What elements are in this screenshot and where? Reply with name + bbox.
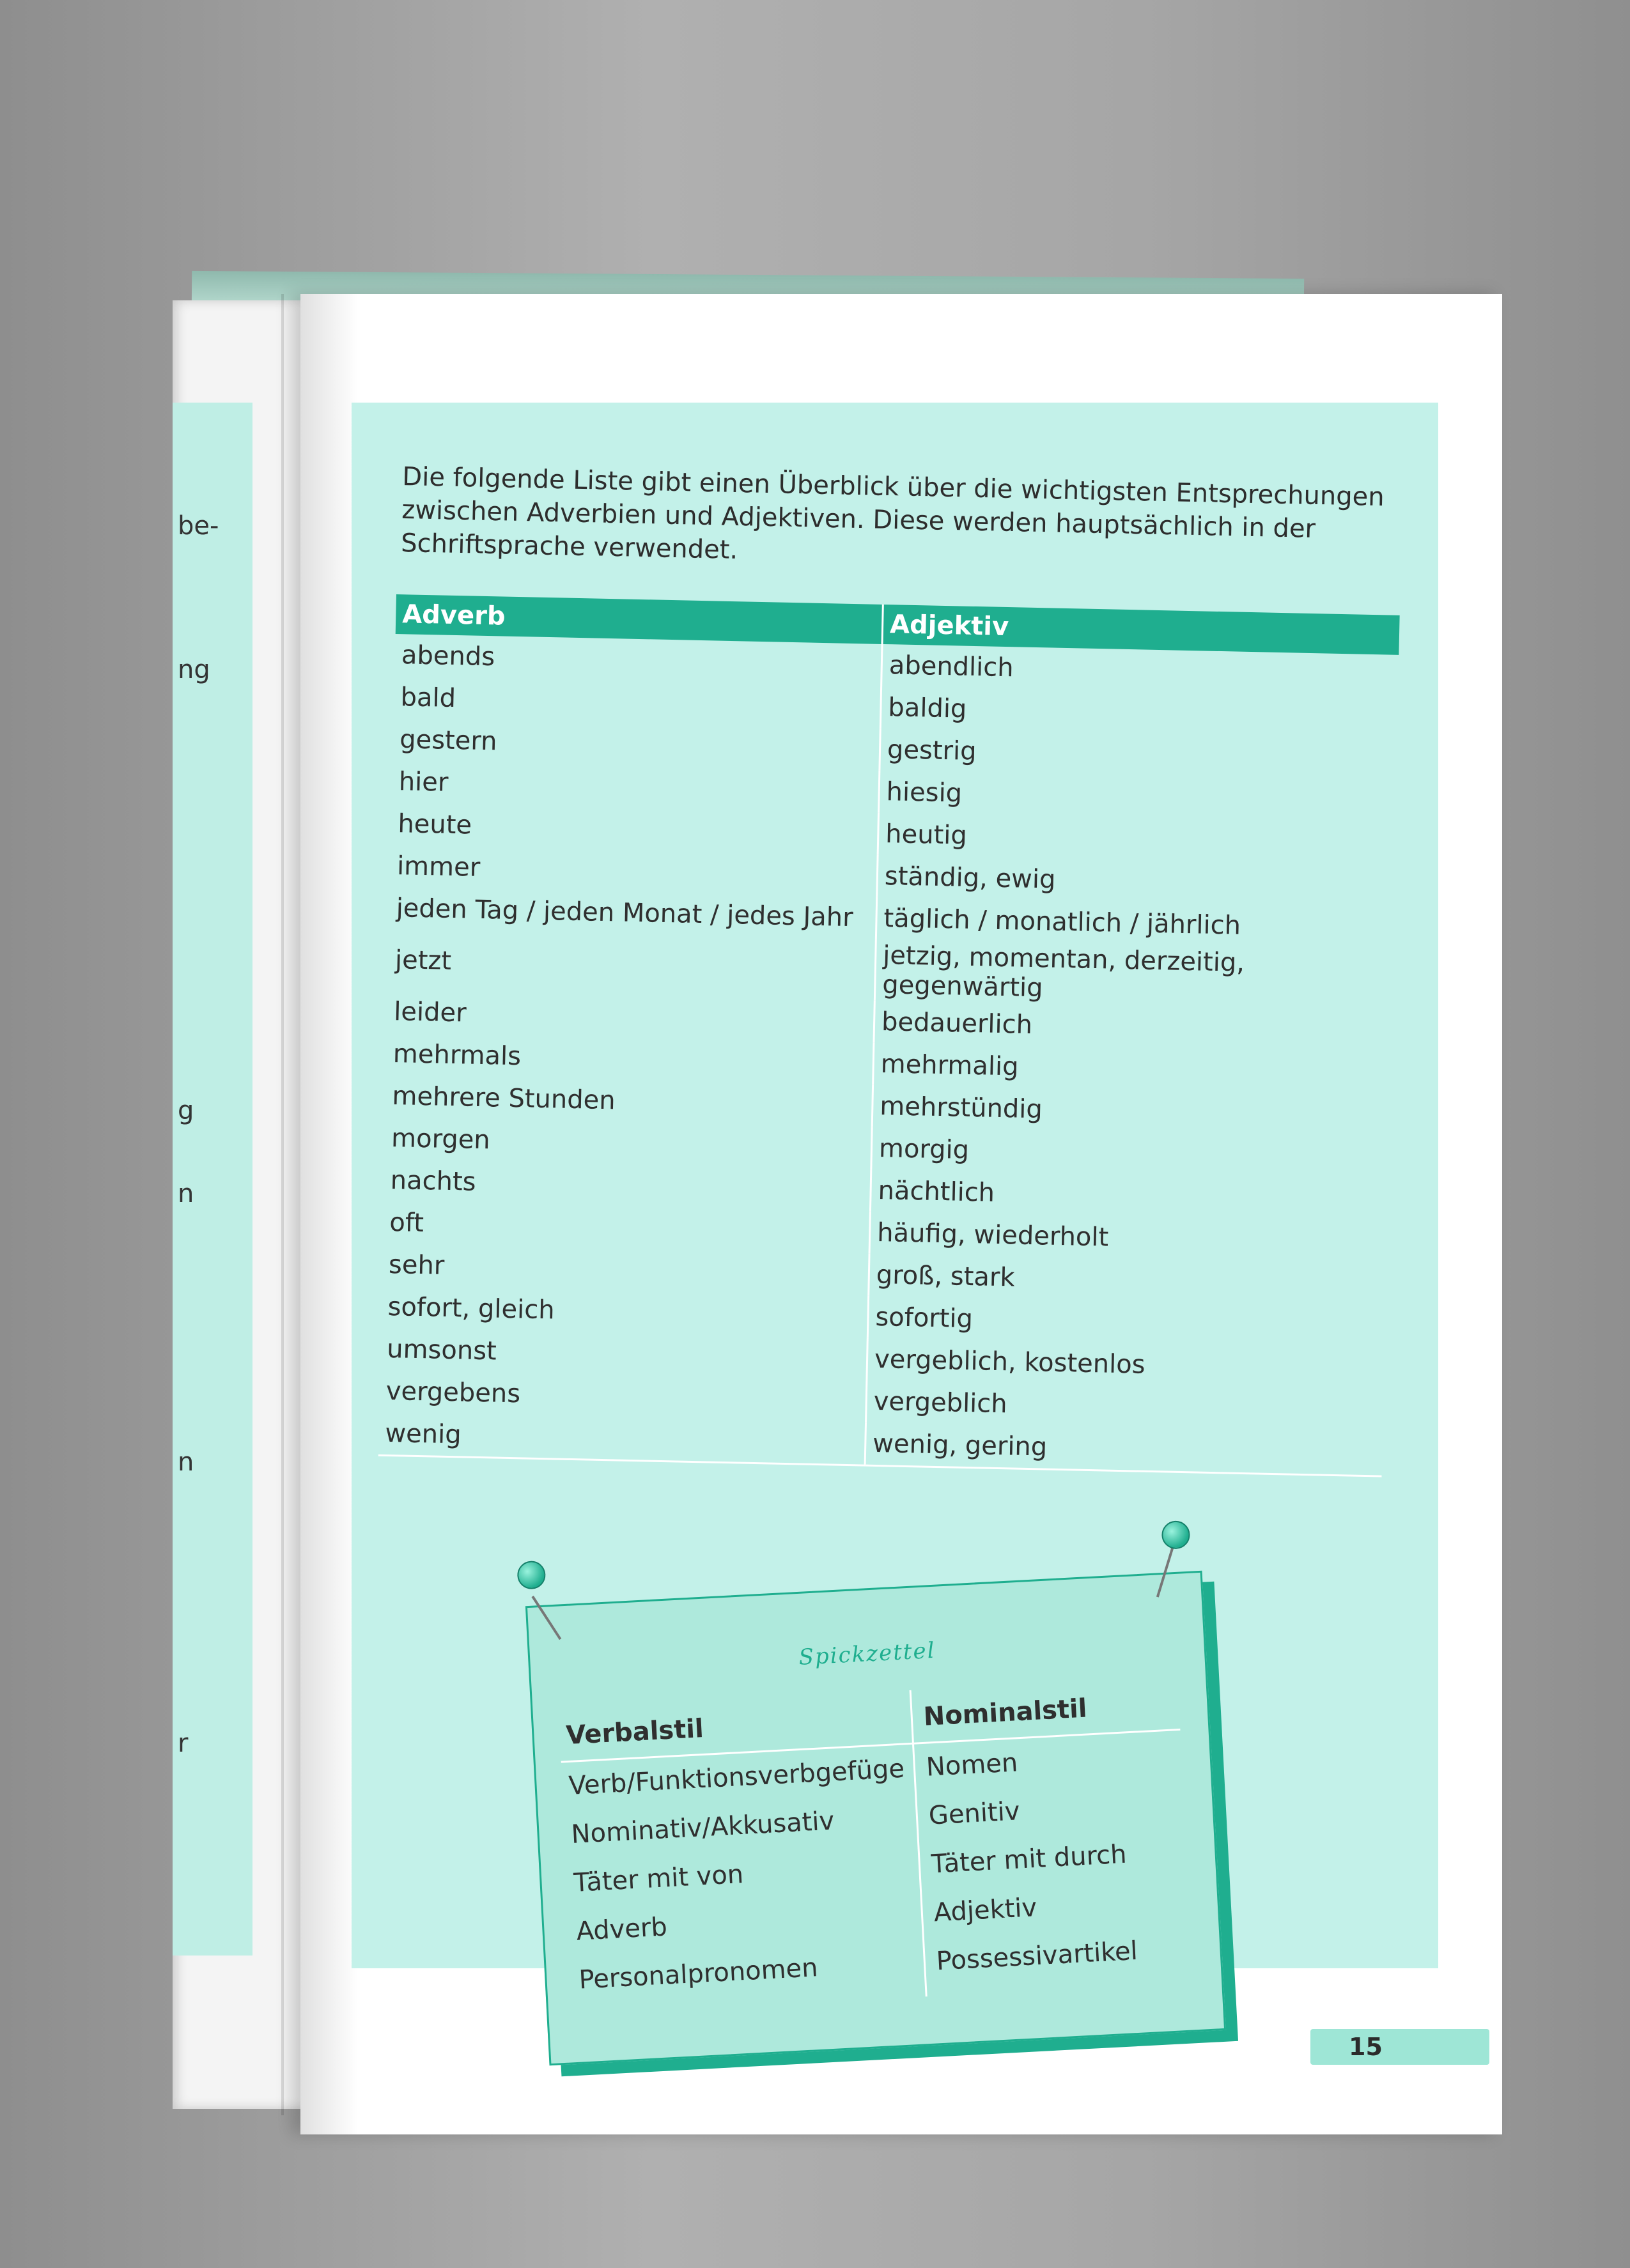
note-item: Nominativ/Akkusativ [570,1806,835,1849]
adverb-cell: gestern [399,725,497,757]
adverb-cell: jetzt [394,945,452,976]
adverb-cell: heute [397,809,472,840]
adverb-cell: wenig [378,1412,866,1465]
adverb-cell: immer [396,851,481,883]
left-page-fragment: r [178,1729,189,1758]
note-title: Spickzettel [798,1637,936,1670]
note-item: Verb/Funktionsverbgefüge [568,1754,906,1801]
page-number-tab [1310,2029,1489,2065]
adverb-cell: oft [389,1207,424,1238]
spickzettel-note [525,1571,1226,2065]
adverb-cell: vergebens [385,1376,521,1409]
adjektiv-cell: ständig, ewig [877,855,1395,908]
adjektiv-cell: nächtlich [870,1169,1388,1223]
left-page-fragment: be- [178,511,219,541]
adverb-cell: nachts [390,1166,476,1197]
adverb-cell: jeden Tag / jeden Monat / jedes Jahr [396,893,854,933]
note-item: Täter mit von [573,1859,745,1898]
note-heading-verbalstil: Verbalstil [565,1713,704,1751]
adjektiv-cell: hiesig [879,771,1397,824]
note-item: Nomen [925,1748,1019,1782]
intro-paragraph: Die folgende Liste gibt einen Überblick über die wichtigsten Entsprechungen zwischen Adverbien und Adjektiven. Diese werden hauptsächlich in der Schriftsprache verwendet. [400,461,1385,566]
note-item: Adjektiv [933,1893,1038,1928]
adverb-cell: mehrmals [392,1039,522,1072]
adjektiv-cell: täglich / monatlich / jährlich [876,897,1393,950]
note-item: Adverb [575,1912,668,1947]
note-column-nominalstil [923,1688,1206,1986]
note-item: Possessivartikel [935,1936,1138,1977]
adjektiv-cell: heutig [878,813,1395,866]
page-number: 15 [1349,2033,1383,2061]
adjektiv-cell: baldig [880,686,1398,739]
adjektiv-cell: jetzig, momentan, derzeitig, gegenwärtig [874,939,1392,1012]
adverb-cell: morgen [391,1123,491,1155]
column-header-adverb: Adverb [396,594,883,644]
adjektiv-cell: häufig, wiederholt [869,1212,1387,1265]
adjektiv-cell: mehrmalig [873,1043,1391,1096]
adjektiv-cell: morgig [871,1127,1389,1180]
left-page-fragment: g [178,1096,194,1125]
table-body [378,634,1399,1476]
note-column-verbalstil [565,1703,919,2004]
adverb-cell: umsonst [386,1334,497,1366]
note-heading-nominalstil: Nominalstil [922,1693,1088,1732]
adjektiv-cell: abendlich [881,644,1399,697]
adverb-cell: mehrere Stunden [392,1081,616,1116]
adjektiv-cell: groß, stark [869,1254,1386,1307]
note-item: Personalpronomen [578,1953,819,1995]
adverb-adjective-table [378,594,1400,1477]
adjektiv-cell: vergeblich [866,1380,1384,1433]
right-page [300,294,1502,2134]
adverb-cell: sehr [388,1249,445,1281]
adjektiv-cell: bedauerlich [874,1001,1392,1054]
note-card [525,1571,1226,2065]
left-page-fragment: n [178,1179,194,1208]
adverb-cell: bald [400,683,456,713]
adverb-cell: abends [401,640,495,672]
adverb-cell: hier [398,767,449,798]
left-page-fragment: n [178,1447,194,1477]
left-page-fragment: ng [178,655,210,684]
adjektiv-cell: gestrig [880,729,1397,782]
adjektiv-cell: vergeblich, kostenlos [867,1338,1385,1391]
page-fold [281,294,284,2115]
gutter-shadow [300,294,358,2134]
adjektiv-cell: sofortig [867,1296,1385,1349]
adverb-cell: sofort, gleich [387,1292,555,1325]
column-header-adjektiv: Adjektiv [882,605,1400,655]
note-item: Genitiv [928,1796,1021,1831]
adjektiv-cell: mehrstündig [872,1085,1390,1138]
adverb-cell: leider [393,997,467,1028]
note-item: Täter mit durch [930,1839,1128,1879]
adjektiv-cell: wenig, gering [865,1423,1383,1476]
